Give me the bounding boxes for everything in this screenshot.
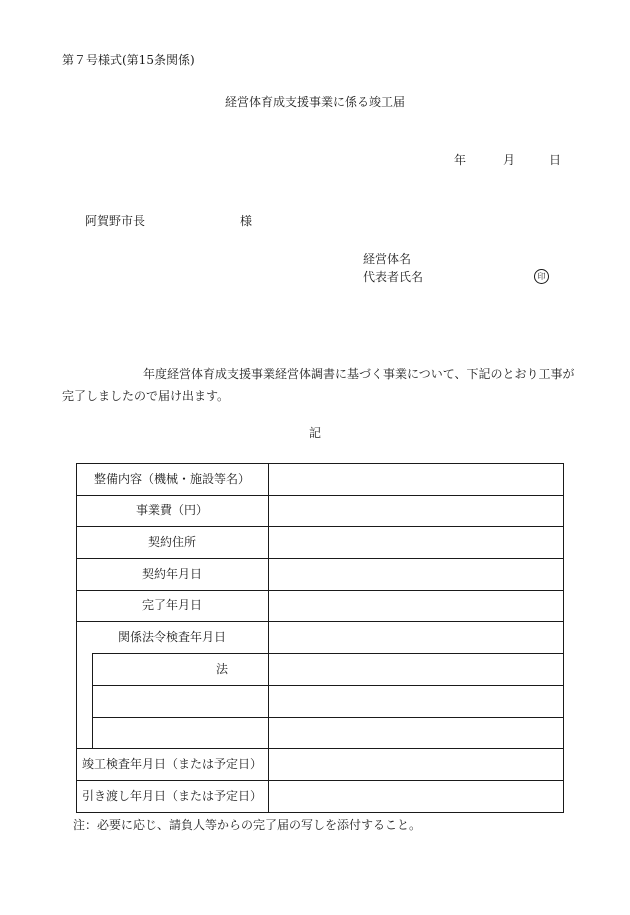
addressee-name: 阿賀野市長 bbox=[85, 214, 146, 228]
row-label-legal-inspection-date: 関係法令検査年月日 bbox=[117, 630, 226, 644]
row-label-handover-date: 引き渡し年月日（または予定日） bbox=[81, 789, 262, 803]
row-label-contract-address: 契約住所 bbox=[147, 535, 196, 549]
date-month-label: 月 bbox=[503, 153, 516, 167]
date-year-label: 年 bbox=[454, 153, 467, 167]
row-label-contract-date: 契約年月日 bbox=[141, 567, 202, 581]
row-label-project-cost: 事業費（円） bbox=[135, 503, 208, 517]
date-day-label: 日 bbox=[549, 153, 562, 167]
form-number: 第７号様式(第15条関係) bbox=[62, 53, 195, 67]
row-label-equipment: 整備内容（機械・施設等名） bbox=[93, 472, 250, 486]
body-line-2: 完了しましたので届け出ます。 bbox=[62, 389, 230, 403]
representative-name-label: 代表者氏名 bbox=[363, 270, 424, 284]
row-label-law: 法 bbox=[215, 662, 228, 676]
body-line-1: 年度経営体育成支援事業経営体調書に基づく事業について、下記のとおり工事が bbox=[143, 367, 575, 381]
document-title: 経営体育成支援事業に係る竣工届 bbox=[224, 95, 405, 109]
body-paragraph bbox=[62, 363, 578, 407]
footnote: 注：必要に応じ、請負人等からの完了届の写しを添付すること。 bbox=[73, 818, 422, 832]
row-label-final-inspection-date: 竣工検査年月日（または予定日） bbox=[81, 757, 262, 771]
seal-icon: 印 bbox=[534, 269, 549, 284]
completion-form-table bbox=[76, 463, 564, 813]
row-label-completion-date: 完了年月日 bbox=[141, 598, 202, 612]
ki-heading: 記 bbox=[308, 426, 321, 440]
entity-name-label: 経営体名 bbox=[363, 252, 412, 266]
addressee-honorific: 様 bbox=[240, 214, 253, 228]
